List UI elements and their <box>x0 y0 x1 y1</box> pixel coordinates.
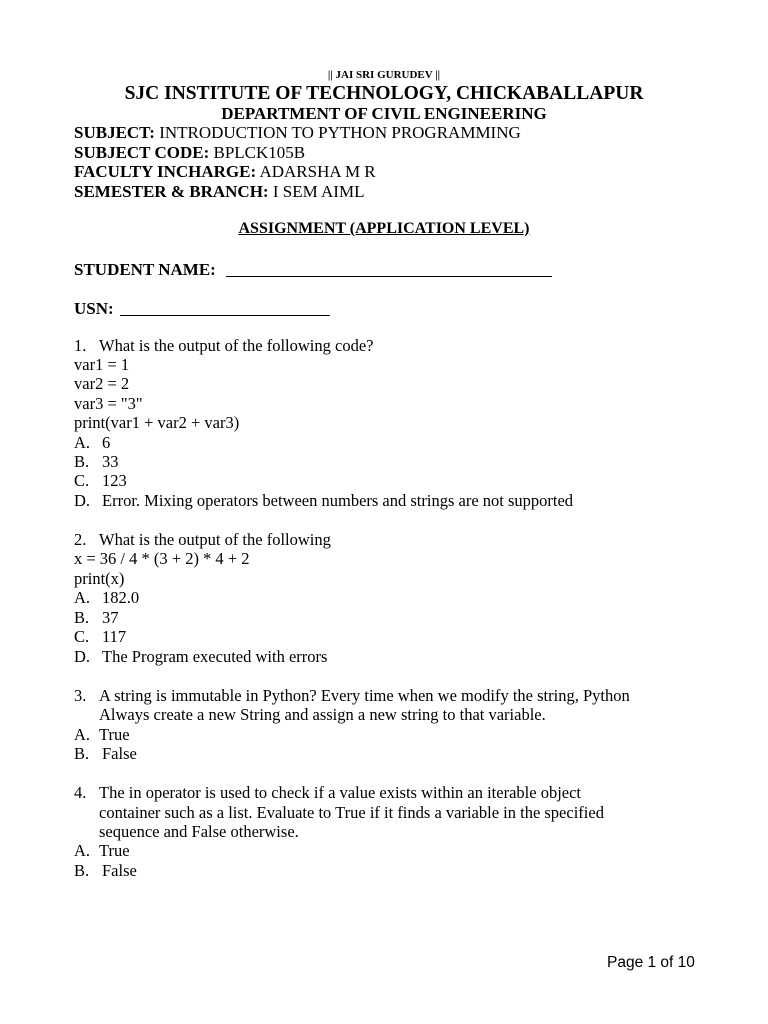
subject-value: INTRODUCTION TO PYTHON PROGRAMMING <box>159 123 521 142</box>
option-text: False <box>102 744 137 763</box>
semester-label: SEMESTER & BRANCH: <box>74 182 269 201</box>
question-text: A string is immutable in Python? Every time when we modify the string, Python <box>99 686 630 705</box>
option-text: 33 <box>102 452 119 471</box>
option-letter: D. <box>74 491 91 510</box>
student-name-field[interactable] <box>74 261 552 278</box>
subject-code-label: SUBJECT CODE: <box>74 143 210 162</box>
question-text: The in operator is used to check if a value exists within an iterable object <box>99 783 582 802</box>
option-letter: A. <box>74 725 91 744</box>
usn-label: USN: <box>74 299 114 318</box>
question-number: 3. <box>74 686 87 705</box>
option-text: True <box>99 725 130 744</box>
student-name-label: STUDENT NAME: <box>74 260 216 279</box>
question-text: sequence and False otherwise. <box>99 822 299 841</box>
department-title: DEPARTMENT OF CIVIL ENGINEERING <box>221 104 547 123</box>
code-line: print(x) <box>74 569 125 588</box>
student-name-blank[interactable] <box>226 275 552 277</box>
semester-value: I SEM AIML <box>272 182 365 201</box>
subject-code-line <box>74 144 305 161</box>
question-text: What is the output of the following code? <box>99 336 374 355</box>
faculty-line <box>74 163 376 180</box>
option-letter: A. <box>74 841 91 860</box>
option-text: The Program executed with errors <box>102 647 328 666</box>
option-letter: B. <box>74 744 90 763</box>
question-number: 1. <box>74 336 87 355</box>
code-line: var1 = 1 <box>74 355 130 374</box>
option-text: 37 <box>102 608 119 627</box>
assignment-title: ASSIGNMENT (APPLICATION LEVEL) <box>238 220 530 237</box>
option-letter: B. <box>74 452 90 471</box>
subject-label: SUBJECT: <box>74 123 155 142</box>
code-line: var3 = "3" <box>74 394 143 413</box>
option-text: 6 <box>102 433 111 452</box>
page-number: Page 1 of 10 <box>607 954 695 971</box>
option-text: True <box>99 841 130 860</box>
option-letter: B. <box>74 861 90 880</box>
option-letter: C. <box>74 471 90 490</box>
faculty-label: FACULTY INCHARGE: <box>74 162 257 181</box>
institute-title: SJC INSTITUTE OF TECHNOLOGY, CHICKABALLAPUR <box>124 83 644 104</box>
usn-blank[interactable] <box>120 314 330 316</box>
question-number: 4. <box>74 783 87 802</box>
subject-code-value: BPLCK105B <box>213 143 306 162</box>
option-text: Error. Mixing operators between numbers and strings are not supported <box>102 491 574 510</box>
faculty-value: ADARSHA M R <box>259 162 376 181</box>
option-text: 182.0 <box>102 588 140 607</box>
invocation-line: || JAI SRI GURUDEV || <box>327 69 441 81</box>
option-letter: C. <box>74 627 90 646</box>
option-letter: B. <box>74 608 90 627</box>
question-text: What is the output of the following <box>99 530 331 549</box>
subject-line <box>74 124 521 141</box>
semester-line <box>74 183 364 200</box>
code-line: x = 36 / 4 * (3 + 2) * 4 + 2 <box>74 549 250 568</box>
option-text: 117 <box>102 627 127 646</box>
option-letter: A. <box>74 433 91 452</box>
option-letter: A. <box>74 588 91 607</box>
question-number: 2. <box>74 530 87 549</box>
question-text: container such as a list. Evaluate to True if it finds a variable in the specified <box>99 803 604 822</box>
option-text: 123 <box>102 471 127 490</box>
option-letter: D. <box>74 647 91 666</box>
code-line: print(var1 + var2 + var3) <box>74 413 240 432</box>
question-text: Always create a new String and assign a new string to that variable. <box>99 705 546 724</box>
option-text: False <box>102 861 137 880</box>
usn-field[interactable] <box>74 300 330 317</box>
code-line: var2 = 2 <box>74 374 130 393</box>
